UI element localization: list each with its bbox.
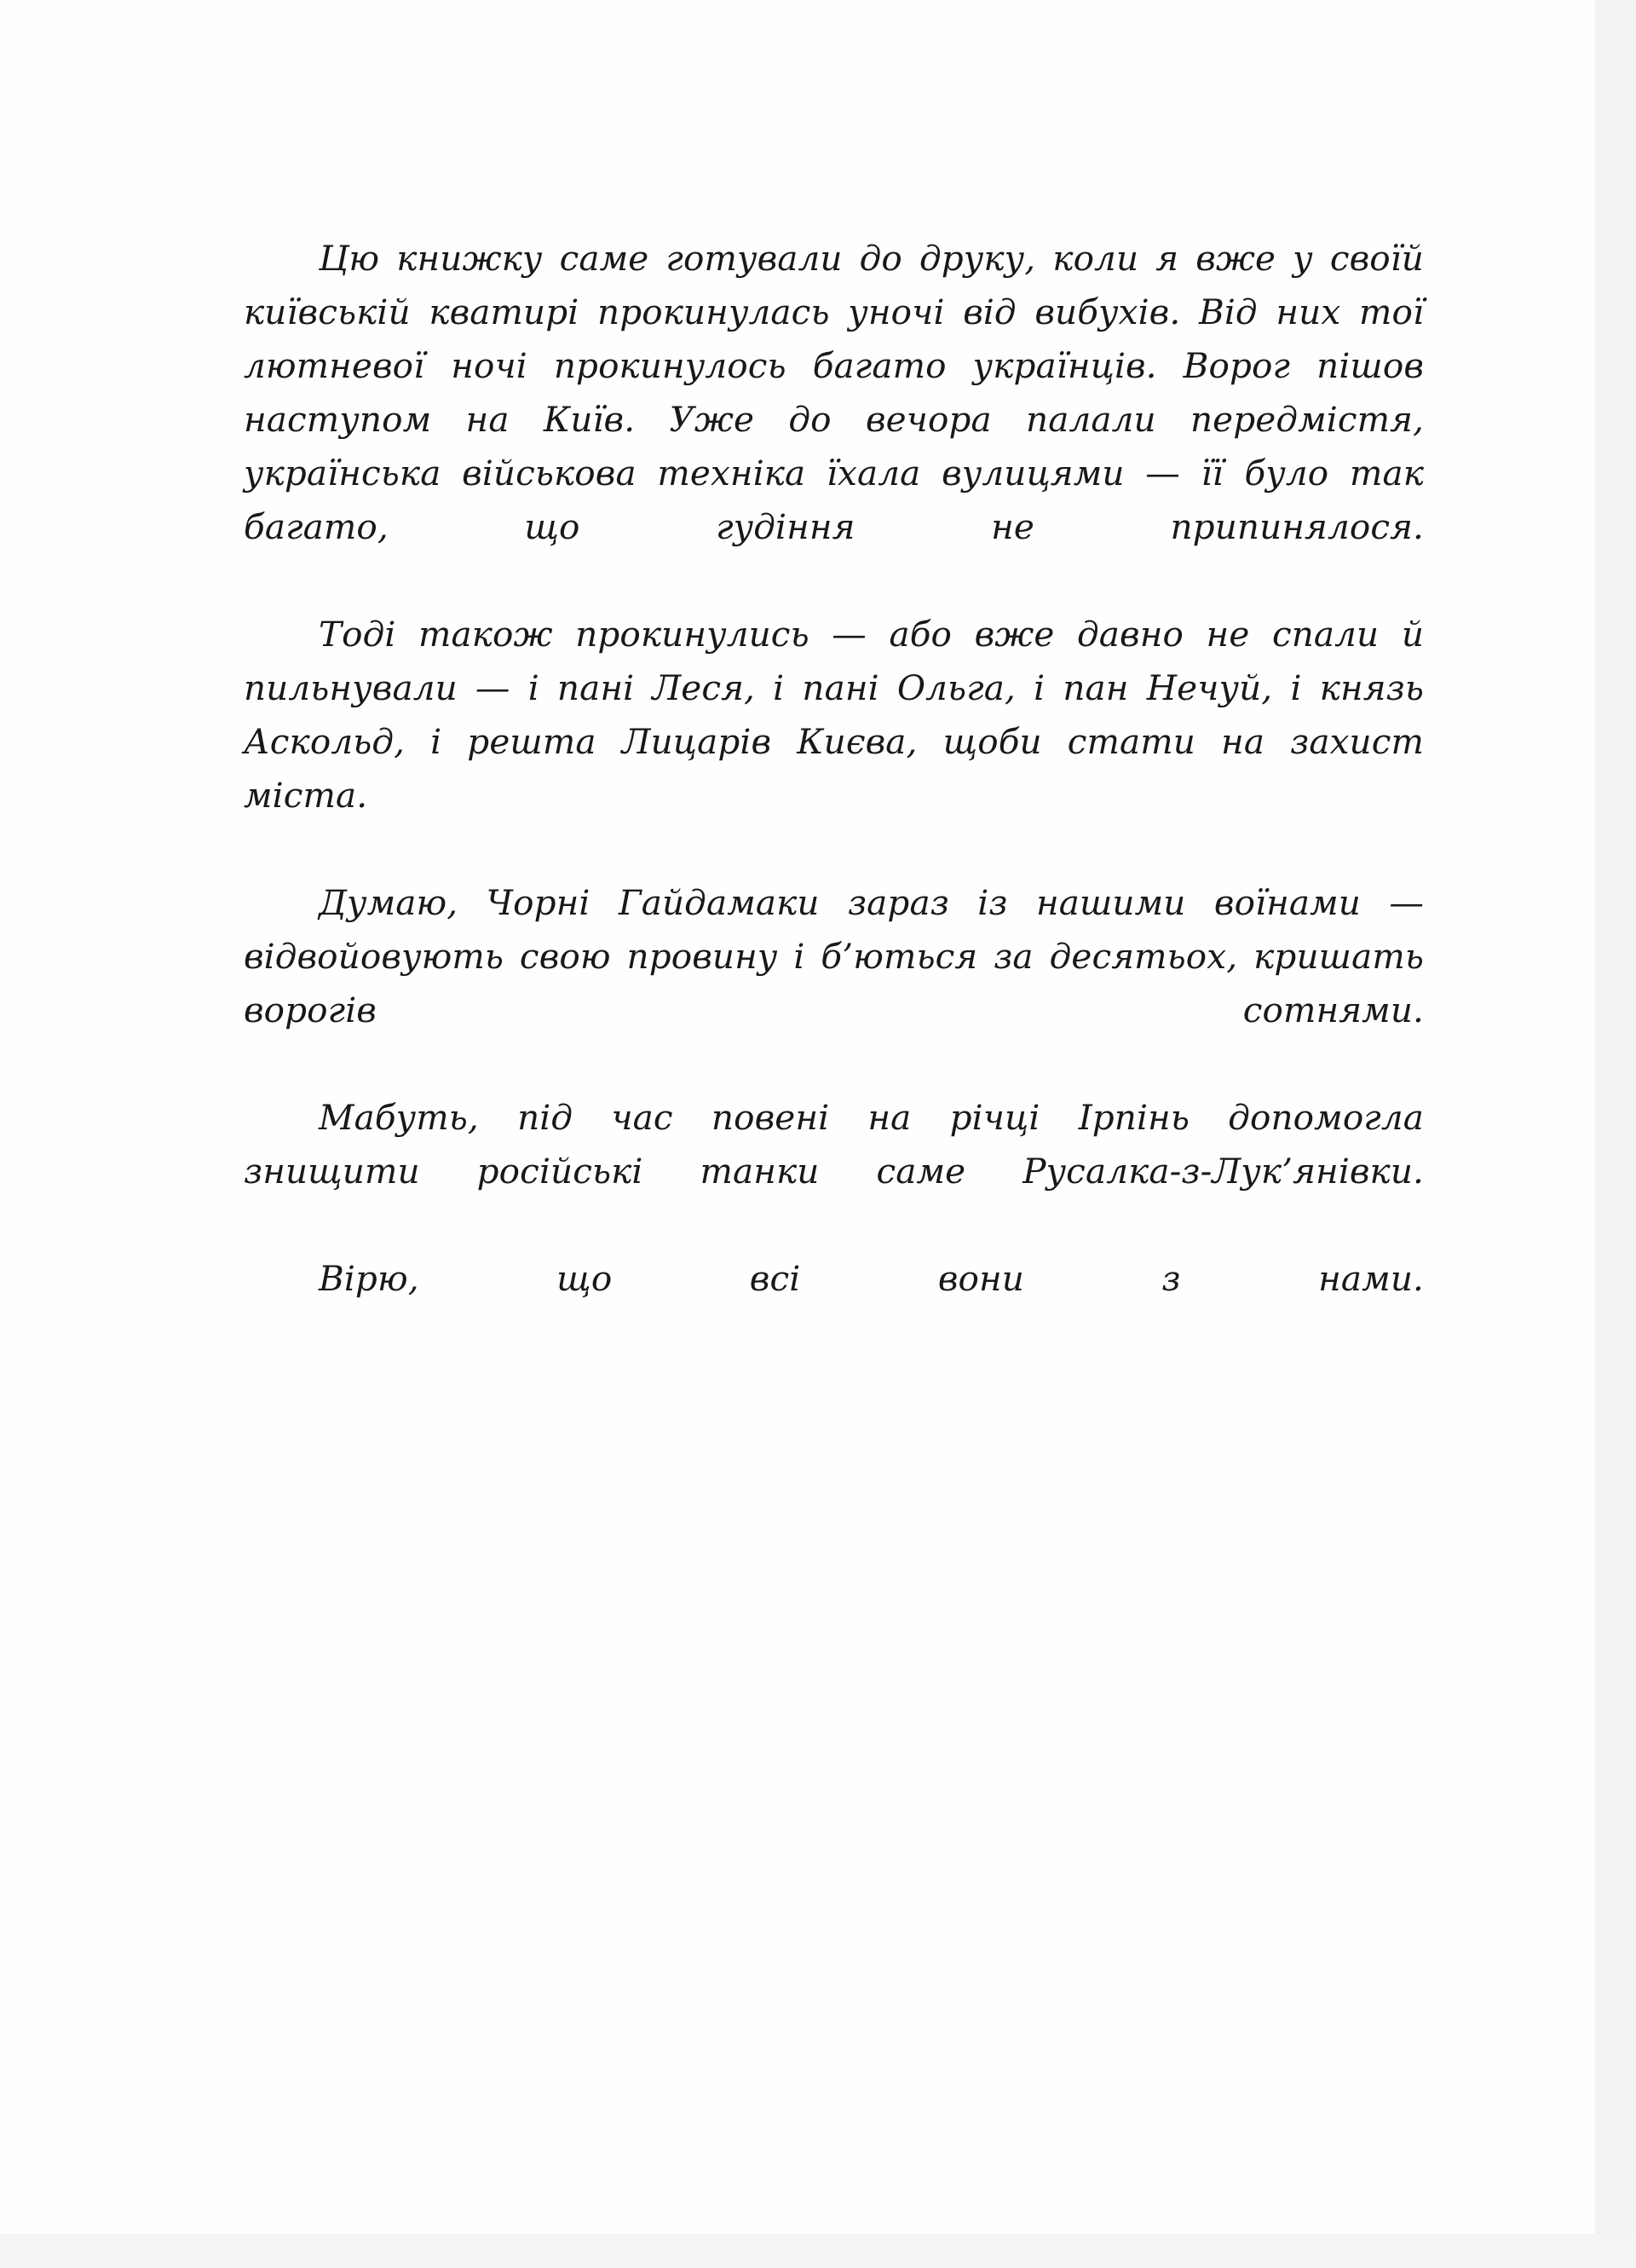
paragraph: Цю книжку саме готували до друку, коли я вже у своїй київській кватирі прокинулась уночі від вибухів. Від них тої лютневої ночі прокинулось багато українців. Ворог пішов наступом на Київ. Уже до вечора палали передмістя, українська військова техніка їхала вулицями — її було так багато, що гудіння не припинялося. xyxy=(244,238,1424,547)
paragraph: Тоді також прокинулись — або вже давно не спали й пильнували — і пані Леся, і пані Ольга, і пан Нечуй, і князь Аскольд, і решта Лицарів Києва, щоби стати на захист міста. xyxy=(244,614,1424,816)
page-text-block xyxy=(244,232,1424,1359)
paragraph: Думаю, Чорні Гайдамаки зараз із нашими воїнами — відвойовують свою провину і б’ються за десятьох, кришать ворогів сотнями. xyxy=(244,882,1424,1030)
page-edge-bottom xyxy=(0,2234,1636,2268)
paragraph: Мабуть, під час повені на річці Ірпінь допомогла знищити російські танки саме Русалка-з-Лук’янівки. xyxy=(244,1097,1424,1192)
page-edge-right xyxy=(1595,0,1636,2268)
paragraph: Вірю, що всі вони з нами. xyxy=(319,1258,1424,1299)
